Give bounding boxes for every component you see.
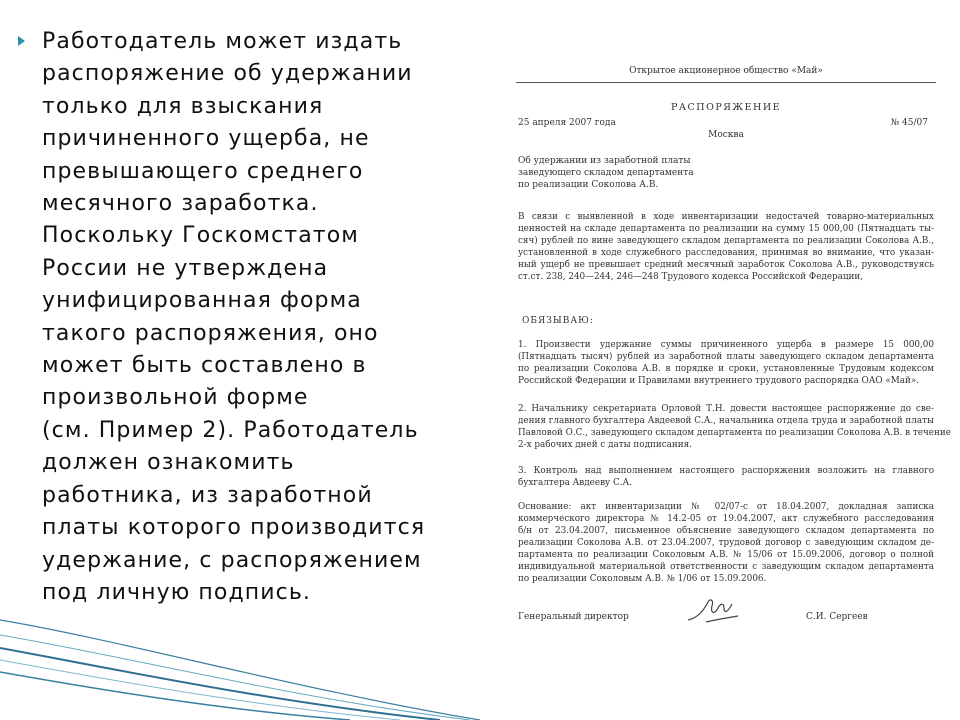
document-item2-line: Павловой О.С., заведующего складом департамента по реализации Соколова А.В. в течение: [518, 428, 951, 438]
text-line: произвольной форме: [42, 385, 309, 411]
document-subject-line: Об удержании из заработной платы: [518, 156, 691, 166]
document-item3-line: бухгалтера Авдееву С.А.: [518, 478, 632, 488]
document-item3-line: 3. Контроль над выполнением настоящего распоряжения возложить на главного: [518, 466, 934, 476]
text-line: причиненного ущерба, не: [42, 126, 370, 152]
document-preamble-line: ный ущерб не превышает средний месячный заработок Соколова А.В., руководствуясь: [518, 260, 934, 270]
text-line: платы которого производится: [42, 515, 426, 541]
text-line: должен ознакомить: [42, 450, 295, 476]
document-item1-line: по реализации Соколова А.В. в порядке и сроки, установленные Трудовым кодексом: [518, 364, 934, 374]
text-line: Поскольку Госкомстатом: [42, 223, 359, 249]
document-basis-line: партамента по реализации Соколовым А.В. № 15/06 от 15.09.2006, договор о полной: [518, 550, 934, 560]
document-director-name: С.И. Сергеев: [806, 612, 868, 622]
document-preamble-line: установленной в ходе служебного расследования, принимая во внимание, что указан-: [518, 248, 934, 258]
document-scan: [516, 60, 951, 630]
document-rule: [516, 82, 936, 83]
document-basis-line: индивидуальной материальной ответственности с заведующим складом департамента: [518, 562, 934, 572]
document-basis-line: коммерческого директора № 14.2-05 от 19.04.2007, акт служебного расследования: [518, 514, 934, 524]
document-number: № 45/07: [890, 118, 928, 128]
text-line: такого распоряжения, оно: [42, 320, 379, 346]
document-oblige: ОБЯЗЫВАЮ:: [522, 316, 594, 326]
document-date: 25 апреля 2007 года: [518, 118, 616, 128]
document-preamble-line: сяч) рублей по вине заведующего складом департамента по реализации Соколова А.В.,: [518, 236, 934, 246]
document-basis-line: Основание: акт инвентаризации № 02/07-с от 18.04.2007, докладная записка: [518, 502, 934, 512]
text-line: превышающего среднего: [42, 158, 364, 184]
document-preamble-line: ценностей на складе департамента по реализации на сумму 15 000,00 (Пятнадцать ты-: [518, 224, 934, 234]
document-basis-line: б/н от 23.04.2007, письменное объяснение заведующего складом департамента по: [518, 526, 934, 536]
document-subject-line: заведующего складом департамента: [518, 168, 694, 178]
decorative-lines: [0, 580, 480, 720]
document-basis-line: по реализации Соколовым А.В. № 1/06 от 15.09.2006.: [518, 574, 767, 584]
document-item2-line: дения главного бухгалтера Авдеевой С.А., начальника отдела труда и заработной платы: [518, 416, 934, 426]
document-city: Москва: [708, 130, 744, 140]
text-line: может быть составлено в: [42, 353, 367, 379]
document-item2-line: 2-х рабочих дней с даты подписания.: [518, 440, 692, 450]
text-line: работника, из заработной: [42, 482, 373, 508]
document-preamble-line: В связи с выявленной в ходе инвентаризации недостачей товарно-материальных: [518, 212, 934, 222]
document-item2-line: 2. Начальнику секретариата Орловой Т.Н. довести настоящее распоряжение до све-: [518, 404, 934, 414]
document-item1-line: Российской Федерации и Правилами внутреннего трудового распорядка ОАО «Май».: [518, 376, 920, 386]
document-title: РАСПОРЯЖЕНИЕ: [670, 102, 782, 113]
signature-icon: [684, 596, 744, 626]
text-line: только для взыскания: [42, 93, 324, 119]
text-line: удержание, с распоряжением: [42, 547, 422, 573]
document-director-title: Генеральный директор: [518, 612, 629, 622]
main-text: [42, 26, 462, 609]
document-item1-line: 1. Произвести удержание суммы причиненного ущерба в размере 15 000,00: [518, 340, 934, 350]
text-line: распоряжение об удержании: [42, 61, 413, 87]
document-org: Открытое акционерное общество «Май»: [629, 66, 823, 76]
text-line: (см. Пример 2). Работодатель: [42, 417, 419, 443]
bullet-arrow-icon: [18, 36, 25, 46]
text-line: России не утверждена: [42, 255, 329, 281]
document-preamble-line: ст.ст. 238, 240—244, 246—248 Трудового кодекса Российской Федерации,: [518, 272, 864, 282]
text-line: унифицированная форма: [42, 288, 362, 314]
document-subject-line: по реализации Соколова А.В.: [518, 180, 659, 190]
document-item1-line: (Пятнадцать тысяч) рублей из заработной платы заведующего складом департамента: [518, 352, 934, 362]
text-line: под личную подпись.: [42, 579, 312, 605]
document-basis-line: реализации Соколова А.В. от 23.04.2007, трудовой договор с заведующим складом де-: [518, 538, 934, 548]
text-line: Работодатель может издать: [42, 29, 403, 54]
text-line: месячного заработка.: [42, 191, 319, 217]
